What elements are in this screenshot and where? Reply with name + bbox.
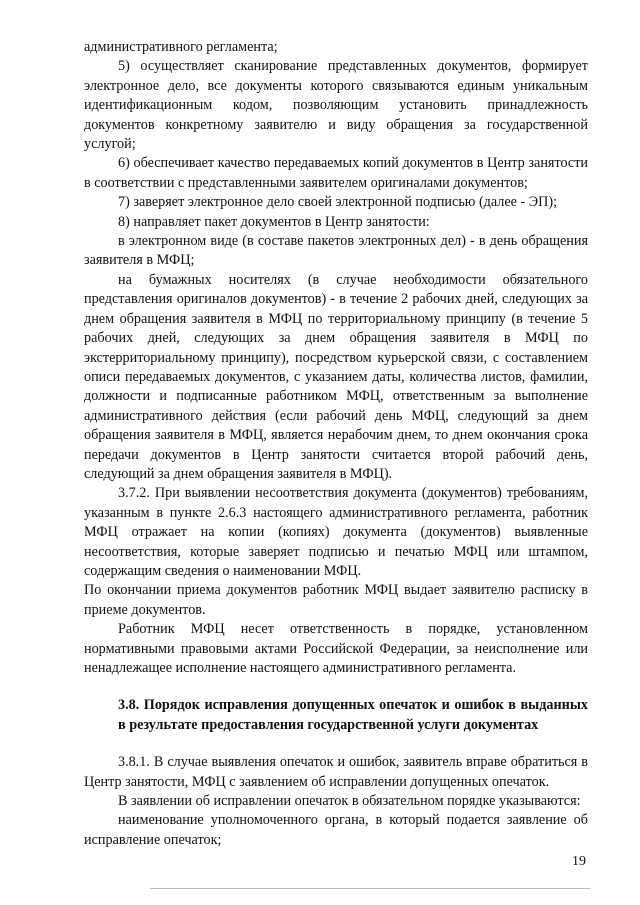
paragraph-electronic: в электронном виде (в составе пакетов электронных дел) - в день обращения заявителя в МФЦ; xyxy=(84,233,588,269)
paragraph-authority-name: наименование уполномоченного органа, в который подается заявление об исправление опечаток; xyxy=(84,812,588,848)
paragraph-item-7: 7) заверяет электронное дело своей электронной подписью (далее - ЭП); xyxy=(118,194,558,211)
page-number: 19 xyxy=(572,854,586,869)
paragraph-paper: на бумажных носителях (в случае необходимости обязательного представления оригиналов документов) - в течение 2 рабочих дней, следующих за днем обращения заявителя в МФЦ по территориальному принципу (в течение 5 рабочих дней, следующих за днем обращения заявителя в МФЦ по экстерриториальному принципу), посредством курьерской связи, с составлением описи передаваемых документов, с указанием даты, количества листов, фамилии, должности и подписанные работником МФЦ, ответственным за выполнение административного действия (если рабочий день МФЦ, следующий за днем обращения заявителя в МФЦ, является нерабочим днем, то днем окончания срока передачи документов в Центр занятости считается второй рабочий день, следующий за днем обращения заявителя в МФЦ). xyxy=(84,271,588,482)
paragraph-item-8: 8) направляет пакет документов в Центр занятости: xyxy=(118,213,430,230)
bottom-divider xyxy=(150,888,590,889)
paragraph-3-7-2: 3.7.2. При выявлении несоответствия документа (документов) требованиям, указанным в пункте 2.6.3 настоящего административного регламента, работник МФЦ отражает на копии (копиях) документа (документов) выявленные несоответствия, которые заверяет подписью и печатью МФЦ или штампом, содержащим сведения о наименовании МФЦ. xyxy=(84,485,588,579)
paragraph-item-5: 5) осуществляет сканирование представленных документов, формирует электронное дело, все документы которого связываются единым уникальным идентификационным кодом, позволяющим установить принадлежность документов конкретному заявителю и виду обращения за государственной услугой; xyxy=(84,58,588,153)
paragraph-3-8-1: 3.8.1. В случае выявления опечаток и ошибок, заявитель вправе обратиться в Центр занятости, МФЦ с заявлением об исправлении допущенных опечаток. xyxy=(84,754,588,790)
paragraph-responsibility: Работник МФЦ несет ответственность в порядке, установленном нормативными правовыми актами Российской Федерации, за неисполнение или ненадлежащее исполнение настоящего административного регламента. xyxy=(84,621,588,676)
paragraph-receipt: По окончании приема документов работник МФЦ выдает заявителю расписку в приеме документов. xyxy=(84,582,588,618)
page-content xyxy=(84,38,588,850)
section-heading: 3.8. Порядок исправления допущенных опечаток и ошибок в выданных в результате предоставления государственной услуги документах xyxy=(118,697,588,733)
paragraph-item-6: 6) обеспечивает качество передаваемых копий документов в Центр занятости в соответствии с представленными заявителем оригиналами документов; xyxy=(84,155,588,191)
paragraph-application-contents: В заявлении об исправлении опечаток в обязательном порядке указываются: xyxy=(118,793,581,810)
paragraph-continuation: административного регламента; xyxy=(84,39,278,55)
